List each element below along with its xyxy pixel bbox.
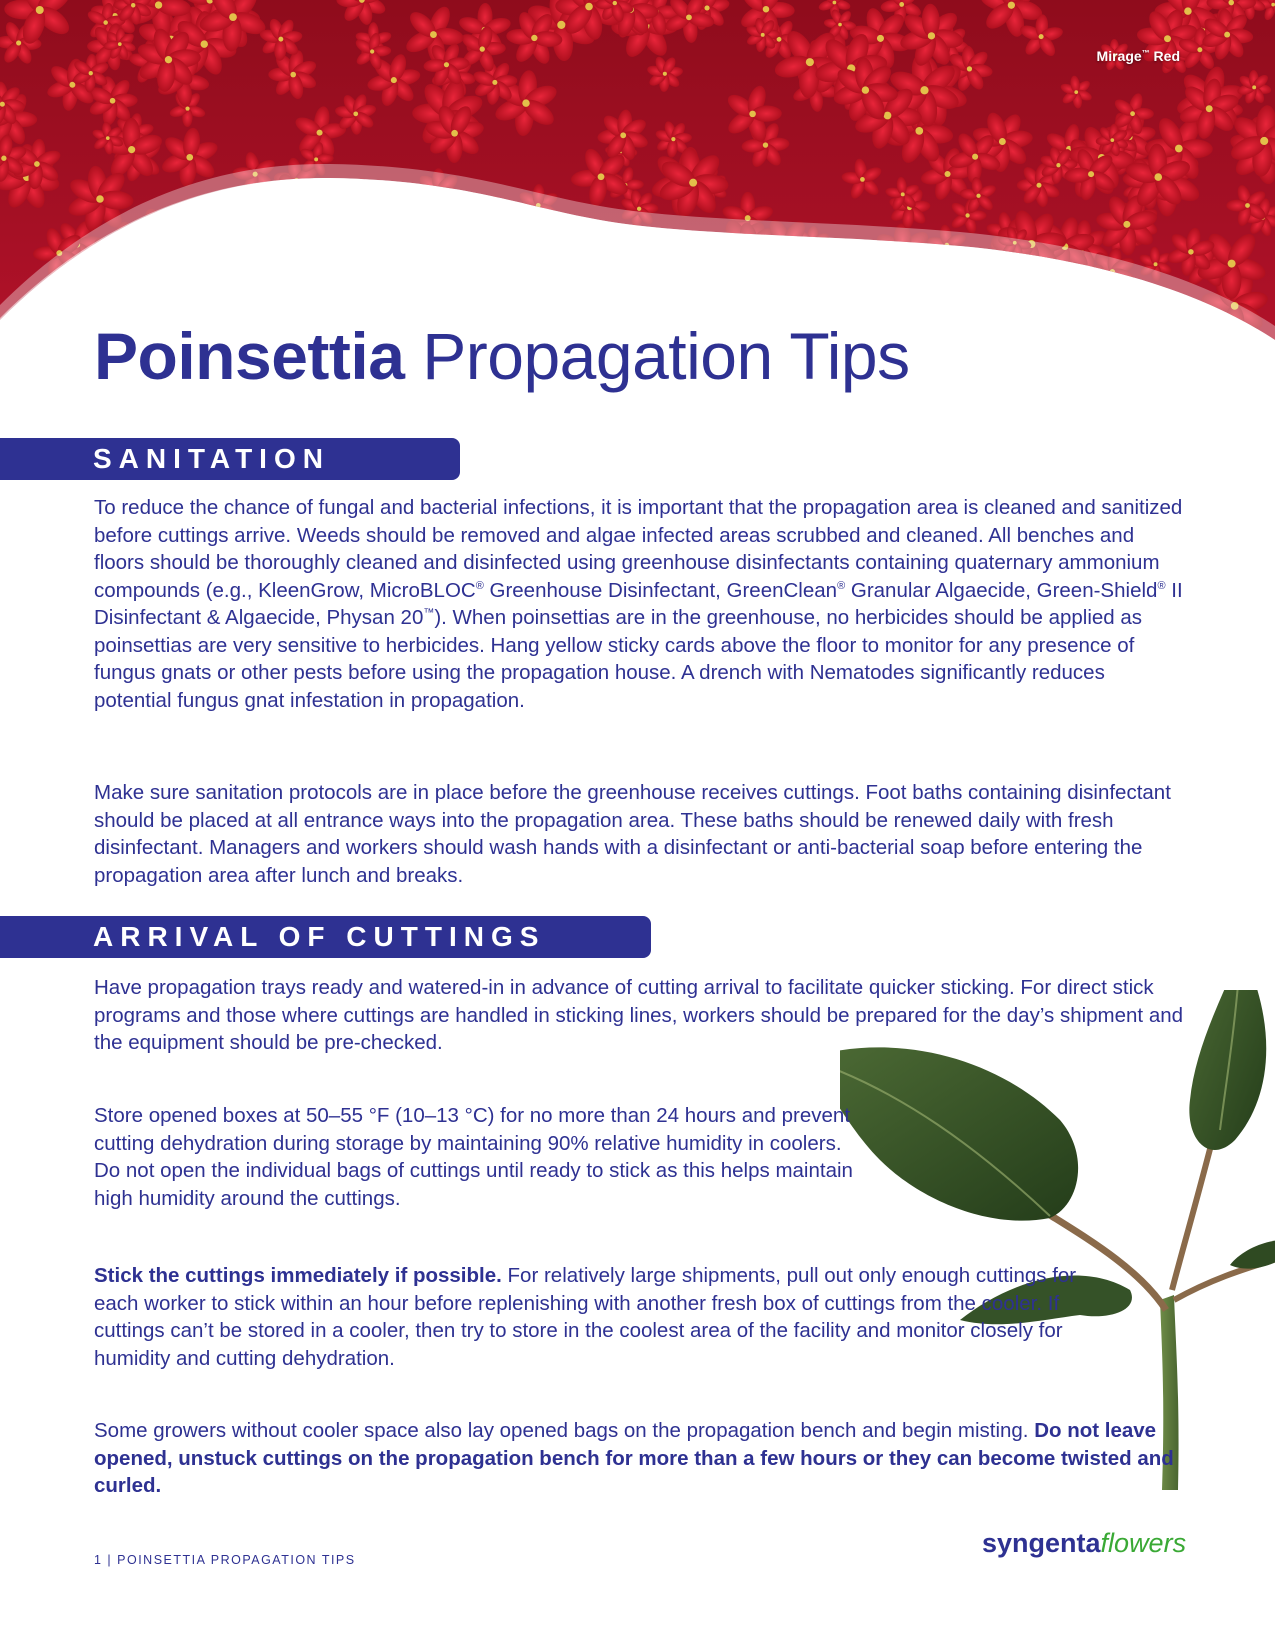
section-heading-arrival: ARRIVAL OF CUTTINGS xyxy=(0,916,651,958)
arrival-paragraph-2: Store opened boxes at 50–55 °F (10–13 °C) for no more than 24 hours and prevent cutting dehydration during storage by maintaining 90% relative humidity in coolers. Do not open the individual bags of cuttings until ready to stick as this helps maintain high humidity around the cuttings. xyxy=(94,1104,853,1210)
photo-caption: Mirage™ Red xyxy=(1096,48,1180,64)
poinsettia-banner-photo xyxy=(0,0,1275,360)
section-heading-sanitation: SANITATION xyxy=(0,438,460,480)
title-rest: Propagation Tips xyxy=(404,319,910,393)
arrival-paragraph-3: Stick the cuttings immediately if possible. For relatively large shipments, pull out only enough cuttings for each worker to stick within an hour before replenishing with another fresh box of cuttings from the cooler. If cuttings can’t be stored in a cooler, then try to store in the coolest area of the facility and monitor closely for humidity and cutting dehydration. xyxy=(94,1264,1077,1370)
syngenta-flowers-logo: syngentaflowers xyxy=(982,1528,1187,1558)
page-footer: 1 | POINSETTIA PROPAGATION TIPS xyxy=(94,1553,356,1567)
title-strong: Poinsettia xyxy=(94,319,405,393)
sanitation-paragraph-2: Make sure sanitation protocols are in place before the greenhouse receives cuttings. Foot baths containing disinfectant should be placed at all entrance ways into the propagation area. These baths should be renewed daily with fresh disinfectant. Managers and workers should wash hands with a disinfectant or anti-bacterial soap before entering the propagation area after lunch and breaks. xyxy=(94,781,1171,887)
sanitation-paragraph-1: To reduce the chance of fungal and bacterial infections, it is important that the propagation area is cleaned and sanitized before cuttings arrive. Weeds should be removed and algae infected areas scrubbed and cleaned. All benches and floors should be thoroughly cleaned and disinfected using greenhouse disinfectants containing quaternary ammonium compounds (e.g., KleenGrow, MicroBLOC® Greenhouse Disinfectant, GreenClean® Granular Algaecide, Green-Shield® II Disinfectant & Algaecide, Physan 20™). When poinsettias are in the greenhouse, no herbicides should be applied as poinsettias are very sensitive to herbicides. Hang yellow sticky cards above the floor to monitor for any presence of fungus gnats or other pests before using the propagation house. A drench with Nematodes significantly reduces potential fungus gnat infestation in propagation. xyxy=(94,496,1183,712)
arrival-paragraph-1: Have propagation trays ready and watered-in in advance of cutting arrival to facilitate quicker sticking. For direct stick programs and those where cuttings are handled in sticking lines, workers should be prepared for the day’s shipment and the equipment should be pre-checked. xyxy=(94,976,1184,1054)
arrival-paragraph-4: Some growers without cooler space also lay opened bags on the propagation bench and begin misting. Do not leave opened, unstuck cuttings on the propagation bench for more than a few hours or they can become twisted and curled. xyxy=(94,1419,1174,1497)
page-title xyxy=(94,318,910,394)
